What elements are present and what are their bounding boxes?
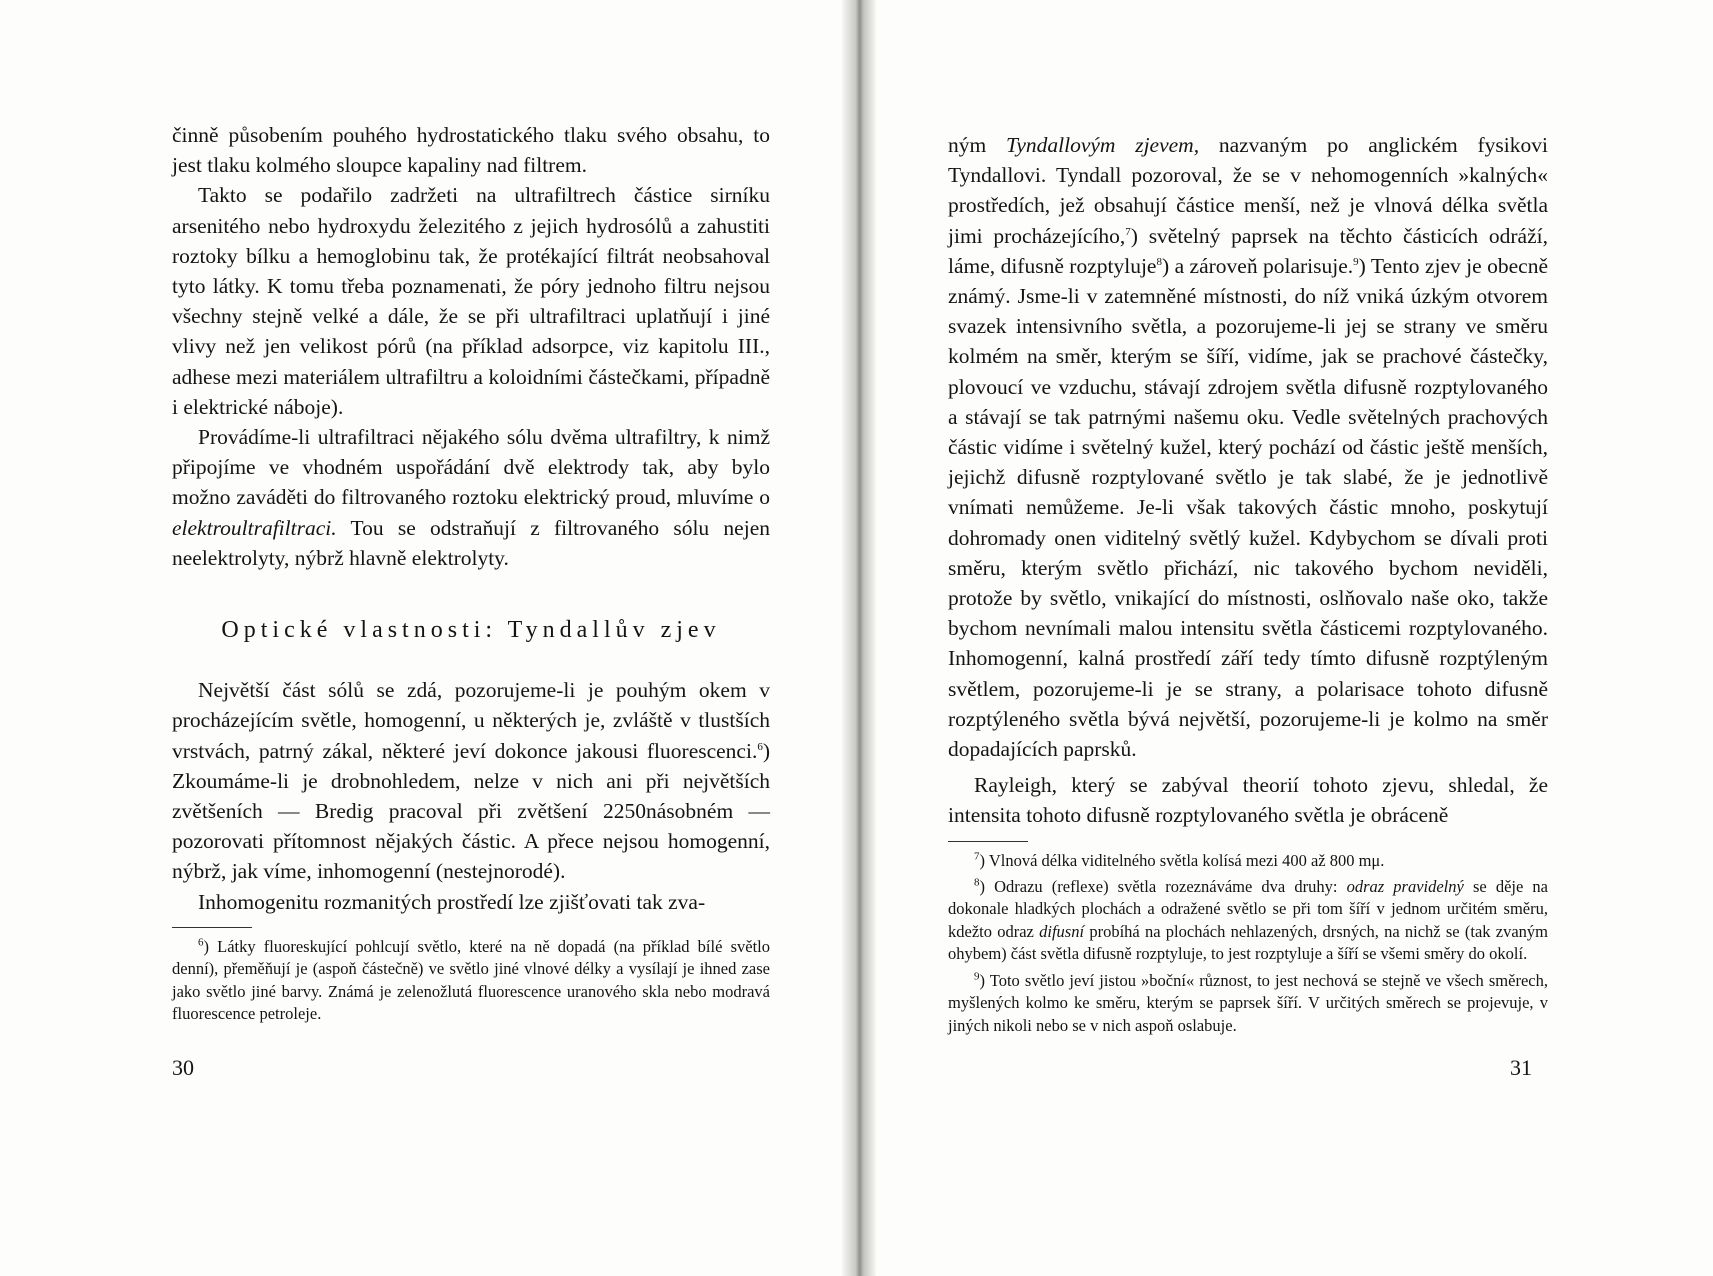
paragraph: Rayleigh, který se zabýval theorií tohoto zjevu, shledal, že intensita tohoto difusně rozptylovaného světla je obráceně xyxy=(948,773,1548,828)
footnote-mark: 6 xyxy=(198,936,204,949)
paragraph: Inhomogenitu rozmanitých prostředí lze zjišťovati tak zva- xyxy=(198,889,706,914)
right-page xyxy=(876,0,1713,1276)
section-heading: Optické vlastnosti: Tyndallův zjev xyxy=(221,617,721,644)
footnote: $^7$) Vlnová délka viditelného světla kolísá mezi 400 až 800 mμ. xyxy=(974,850,1385,870)
book-gutter xyxy=(842,0,876,1276)
emphasis: elektroultrafiltraci. xyxy=(172,515,337,540)
paragraph: činně působením pouhého hydrostatického tlaku svého obsahu, to jest tlaku kolmého sloupce kapaliny nad filtrem. xyxy=(172,123,770,178)
left-page-text xyxy=(172,120,770,1026)
footnote-divider xyxy=(948,841,1028,842)
footnote-mark: 8 xyxy=(974,876,980,889)
footnote-mark: 9 xyxy=(974,970,980,983)
paragraph: Takto se podařilo zadržeti na ultrafiltrech částice sirníku arsenitého nebo hydroxydu železitého z jejich hydrosólů a zahustiti roztoky bílku a hemoglobinu tak, že protékající filtrát neobsahoval tyto látky. K tomu třeba poznamenati, že póry jednoho filtru nejsou všechny stejně velké a dále, že se při ultrafiltraci uplatňují i jiné vlivy než jen velikost pórů (na příklad adsorpce, viz kapitolu III., adhese mezi materiálem ultrafiltru a koloidními částečkami, případně i elektrické náboje). xyxy=(172,183,770,419)
paragraph: Největší část sólů se zdá, pozorujeme-li je pouhým okem v procházejícím světle, homogenní, u některých je, zvláště v tlustších vrstvách, patrný zákal, některé jeví dokonce jakousi fluorescenci.$^6$) Zkoumáme-li je drobnohledem, nelze v nich ani při největších zvětšeních — Bredig pracoval při zvětšení 2250násobném — pozorovati přítomnost nějakých částic. A přece nejsou homogenní, nýbrž, jak víme, inhomogenní (nestejnorodé). xyxy=(172,678,770,884)
footnote-ref: 9 xyxy=(1353,255,1359,268)
paragraph: Provádíme-li ultrafiltraci nějakého sólu dvěma ultrafiltry, k nimž připojíme ve vhodném uspořádání dvě elektrody tak, aby bylo možno zaváděti do filtrovaného roztoku elektrický proud, mluvíme o elektroultrafiltraci. Tou se odstraňují z filtrovaného sólu nejen neelektrolyty, nýbrž hlavně elektrolyty. xyxy=(172,425,770,570)
right-page-text xyxy=(948,130,1548,1037)
paragraph: ným Tyndallovým zjevem, nazvaným po anglickém fysikovi Tyndallovi. Tyndall pozoroval, že se v nehomogenních »kalných« prostředích, jež obsahují částice menší, než je vlnová délka světla jimi procházejícího,$^7$) světelný paprsek na těchto částicích odráží, láme, difusně rozptyluje$^8$) a zároveň polarisuje.$^9$) Tento zjev je obecně známý. Jsme-li v zatemněné místnosti, do níž vniká úzkým otvorem svazek intensivního světla, a pozorujeme-li jej se strany ve směru kolmém na směr, kterým se šíří, vidíme, jak se prachové částečky, plovoucí ve vzduchu, stávají zdrojem světla difusně rozptylovaného a stávají se tak patrnými našemu oku. Vedle světelných prachových částic vidíme i světelný kužel, který pochází od částic ještě menších, jejichž difusně rozptylované světlo je tak slabé, že je jednotlivě vnímati nemůžeme. Je-li však takových částic mnoho, poskytují dohromady onen viditelný světlý kužel. Kdybychom se dívali proti směru, kterým světlo přichází, nic takového bychom neviděli, protože by světlo, vnikající do místnosti, oslňovalo naše oko, takže bychom nevnímali malou intensitu světla částicemi rozptylovaného. Inhomogenní, kalná prostředí září tedy tímto difusně rozptýleným světlem, pozorujeme-li je se strany, a polarisace tohoto difusně rozptýleného světla bývá největší, pozorujeme-li je kolmo na směr dopadajících paprsků. xyxy=(948,133,1549,762)
left-page xyxy=(0,0,842,1276)
footnote-divider xyxy=(172,927,252,928)
emphasis: Tyndallovým zjevem, xyxy=(1005,133,1200,157)
footnote-ref: 7 xyxy=(1125,225,1131,238)
footnote: $^9$) Toto světlo jeví jistou »boční« různost, to jest nechová se stejně ve všech směrech, myšlených kolmo ke směru, kterým se paprsek šíří. V určitých směrech se projevuje, v jiných nikoli nebo se v nich aspoň oslabuje. xyxy=(948,970,1548,1035)
footnote-mark: 7 xyxy=(974,850,980,863)
page-number: 31 xyxy=(1510,1055,1532,1080)
footnote-ref: 6 xyxy=(757,740,763,753)
footnote-ref: 8 xyxy=(1156,255,1162,268)
footnote: $^6$) Látky fluoreskující pohlcují světlo, které na ně dopadá (na příklad bílé světlo denní), přeměňují je (aspoň částečně) ve světlo jiné vlnové délky a vysílají je ihned zase jako světlo jiné barvy. Známá je zelenožlutá fluorescence uranového skla nebo modravá fluorescence petroleje. xyxy=(172,936,770,1024)
footnote: $^8$) Odrazu (reflexe) světla rozeznáváme dva druhy: odraz pravidelný se děje na dokonale hladkých plochách a odražené světlo se při tom šíří v jednom určitém směru, kdežto odraz difusní probíhá na plochách nehlazených, drsných, na nichž se (tak zvaným ohybem) část světla difusně rozptyluje, to jest rozptyluje a šíří se všemi směry do okolí. xyxy=(948,876,1549,964)
page-number: 30 xyxy=(172,1055,194,1080)
